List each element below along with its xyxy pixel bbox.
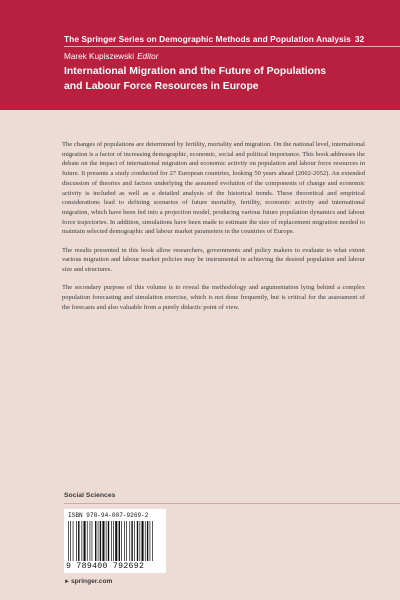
footer-divider [64, 503, 400, 504]
book-title [64, 64, 384, 94]
editor-role: Editor [137, 52, 159, 61]
barcode-icon [68, 521, 162, 561]
series-name: The Springer Series on Demographic Methods and Population Analysis [64, 34, 351, 44]
isbn-barcode-block [64, 509, 166, 573]
blurb-paragraph: The results presented in this book allow researchers, governments and policy makers to evaluate to what extent various migration and labour market policies may be instrumental in achieving the desired population and labour size and structures. [62, 246, 365, 273]
series-title [64, 34, 394, 44]
book-title-line-1: International Migration and the Future of Populations [64, 66, 327, 77]
barcode-digits: 9 789400 792692 [66, 562, 145, 571]
editor-name: Marek Kupiszewski [64, 52, 135, 61]
publisher-website[interactable] [64, 578, 112, 585]
book-title-line-2: and Labour Force Resources in Europe [64, 81, 259, 92]
blurb-paragraph: The changes of populations are determined by fertility, mortality and migration. On the national level, international migration is a factor of increasing demographic, economic, social and political importance. This book addresses the debate on the impact of international migration and economic activity on population and labour force resources in future. It presents a study conducted for 27 European countries, looking 50 years ahead (2002-2052). An extended discussion of theories and factors underlying the assumed evolution of the components of change and economic activity is included as well as a detailed analysis of the historical trends. These theoretical and empirical considerations lead to defining scenarios of future mortality, fertility, economic activity and international migration, which have been fed into a projection model, producing various future population dynamics and labour force trajectories. In addition, simulations have been made to estimate the size of replacement migration needed to maintain selected demographic and labour market parameters in the countries of Europe. [62, 141, 365, 236]
isbn-number: ISBN 978-94-007-9269-2 [68, 512, 149, 519]
blurb [62, 140, 365, 321]
website-text: springer.com [70, 578, 113, 585]
series-divider [64, 46, 400, 47]
blurb-paragraph: The secondary purpose of this volume is to reveal the methodology and argumentation lying behind a complex population forecasting and simulation exercise, which is not done frequently, but is critical for the assessment of the forecasts and also valuable from a purely didactic point of view. [62, 284, 365, 311]
arrow-icon: ► [64, 579, 70, 585]
series-number: 32 [354, 34, 365, 44]
editor-line [64, 52, 158, 61]
subject-category: Social Sciences [64, 492, 116, 499]
